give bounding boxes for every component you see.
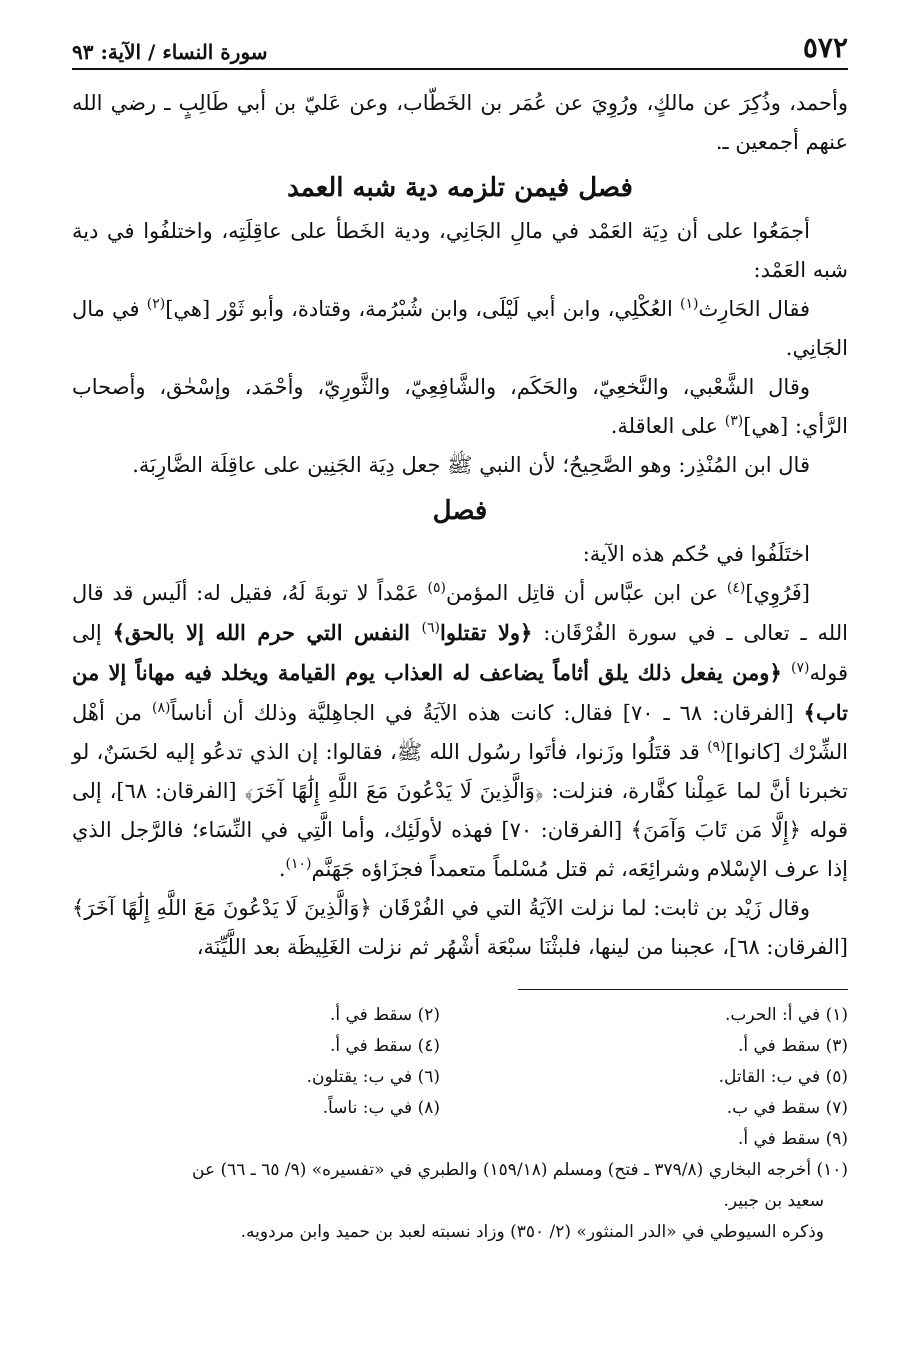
footnote-item: (٤) سقط في أ. — [329, 1036, 440, 1056]
text-segment: وقال الشَّعْبي، والنَّخعِيّ، والحَكَم، والشَّافِعِيّ، والثَّورِيّ، وأحْمَد، وإسْحٰق، وأصحاب الرَّأي: [هي] — [72, 375, 848, 438]
paragraph-7 — [72, 574, 848, 889]
footnote-item: (٥) في ب: القاتل. — [718, 1067, 848, 1087]
footnote-item: (٩) سقط في أ. — [737, 1129, 848, 1149]
footnote-item: (٢) سقط في أ. — [329, 1005, 440, 1025]
paragraph-3 — [72, 290, 848, 368]
footnote-marker: (٧) — [790, 660, 810, 676]
text-segment: . — [278, 857, 286, 881]
text-segment: [فَرُوِي] — [745, 581, 810, 605]
paragraph-1: وأحمد، وذُكِرَ عن مالكٍ، ورُوِيَ عن عُمَر بن الخَطّاب، وعن عَليّ بن أبي طَالِبٍ ـ رضي الله عنهم أجمعين ـ. — [72, 91, 848, 154]
footnote-item: (٧) سقط في ب. — [726, 1098, 848, 1118]
paragraph-4 — [72, 368, 848, 446]
footnote-marker: (٣) — [724, 413, 744, 429]
text-segment: من أهْل الشِّرْك [كانوا] — [72, 701, 848, 764]
footnote-marker: (٢) — [146, 296, 166, 312]
paragraph-2: أجمَعُوا على أن دِيَة العَمْد في مالِ الجَانِي، ودية الخَطأ على عاقِلَتِه، واختلفُوا في دية شبه العَمْد: — [72, 219, 848, 282]
footnote-item: (٨) في ب: ناساً. — [322, 1098, 440, 1118]
footnote-marker: (٤) — [726, 580, 746, 596]
section-heading-2: فصل — [432, 496, 488, 526]
paragraph-5: قال ابن المُنْذِر: وهو الصَّحِيحُ؛ لأن النبي ﷺ جعل دِيَة الجَنِين على عاقِلَة الضَّارِبَة. — [132, 453, 810, 477]
footnote-item: (١) في أ: الحرب. — [724, 1005, 848, 1025]
section-heading-1: فصل فيمن تلزمه دية شبه العمد — [287, 173, 633, 203]
text-segment: قد قتَلُوا وزَنوا، فأتَوا رسُول الله ﷺ، فقالوا: إن الذي تدعُو إليه لحَسَنٌ، لو تخبرنا أنَّ لما عَمِلْنا كفَّارة، فنزلت: ﴿وَالَّذِينَ لَا يَدْعُونَ مَعَ اللَّهِ إِلَٰهًا آخَرَ﴾ [الفرقان: ٦٨]، إلى قوله ﴿إِلَّا مَن تَابَ وَآمَنَ﴾ [الفرقان: ٧٠] فهذه لأولَئِك، وأما الَّتِي في النِّسَاء؛ فالرَّجل الذي إذا عرف الإسْلام وشرائِعَه، ثم قتل مُسْلماً متعمداً فجزَاؤه جَهَنَّم — [72, 740, 848, 881]
footnote-10-note: وذكره السيوطي في «الدر المنثور» (٢/ ٣٥٠) وزاد نسبته لعبد بن حميد وابن مردويه. — [240, 1222, 824, 1242]
running-title: سورة النساء / الآية: ٩٣ — [72, 40, 268, 64]
footnote-marker: (٥) — [427, 580, 446, 596]
text-segment: العُكْلِي، وابن أبي لَيْلَى، وابن شُبْرُمة، وقتادة، وأبو ثَوْر [هي] — [165, 297, 680, 321]
text-segment: عن ابن عبَّاس أن قاتِل المؤمن — [445, 581, 727, 605]
footnote-grid — [72, 1000, 848, 1155]
footnote-marker: (٦) — [421, 620, 440, 636]
quran-quote: ﴿ولا تقتلوا — [440, 620, 533, 645]
footnote-separator — [518, 989, 848, 990]
quran-quote: النفس التي حرم الله إلا بالحق﴾ — [112, 620, 422, 645]
footnote-item: (٦) في ب: يقتلون. — [306, 1067, 440, 1087]
footnote-marker: (٨) — [152, 700, 171, 716]
footnote-marker: (١) — [679, 296, 699, 312]
footnote-10-continued: سعيد بن جبير. — [723, 1191, 824, 1211]
text-segment: على العاقلة. — [610, 414, 725, 438]
paragraph-8: وقال زَيْد بن ثابت: لما نزلت الآيَةُ التي في الفُرْقَان ﴿وَالَّذِينَ لَا يَدْعُونَ مَعَ اللَّهِ إِلَٰهًا آخَرَ﴾ [الفرقان: ٦٨]، عجبنا من لينها، فلبثْنَا سبْعَة أشْهُر ثم نزلت الغَلِيظَة بعد اللَّيِّنَة، — [72, 896, 848, 959]
footnotes — [72, 1000, 848, 1248]
footnote-marker: (٩) — [707, 739, 726, 755]
footnote-10: (١٠) أخرجه البخاري (٣٧٩/٨ ـ فتح) ومسلم (١٥٩/١٨) والطبري في «تفسيره» (٩/ ٦٥ ـ ٦٦) عن — [192, 1160, 848, 1180]
text-segment: إلى قوله — [72, 621, 848, 685]
page-number: ٥٧٢ — [802, 31, 848, 64]
text-segment: في مال الجَانِي. — [72, 297, 848, 360]
text-segment: عَمْداً لا توبةَ لَهُ، فقيل له: ألَيس قد قال الله ـ تعالى ـ في سورة الفُرْقَان: — [72, 581, 848, 645]
footnote-item — [72, 1124, 440, 1155]
page-body — [72, 84, 848, 967]
paragraph-6: اختَلَفُوا في حُكم هذه الآية: — [582, 542, 810, 566]
text-segment: [الفرقان: ٦٨ ـ ٧٠] فقال: كانت هذه الآيَةُ في الجاهِليَّة وذلك أن أناساً — [170, 701, 804, 725]
text-segment: فقال الحَارِث — [698, 297, 810, 321]
page-header — [72, 30, 848, 70]
quran-quote: ﴿ومن يفعل ذلك يلق أثاماً يضاعف له العذاب يوم القيامة ويخلد فيه مهاناً إلا من تاب﴾ — [72, 660, 848, 725]
footnote-marker: (١٠) — [285, 856, 312, 872]
footnote-item: (٣) سقط في أ. — [737, 1036, 848, 1056]
